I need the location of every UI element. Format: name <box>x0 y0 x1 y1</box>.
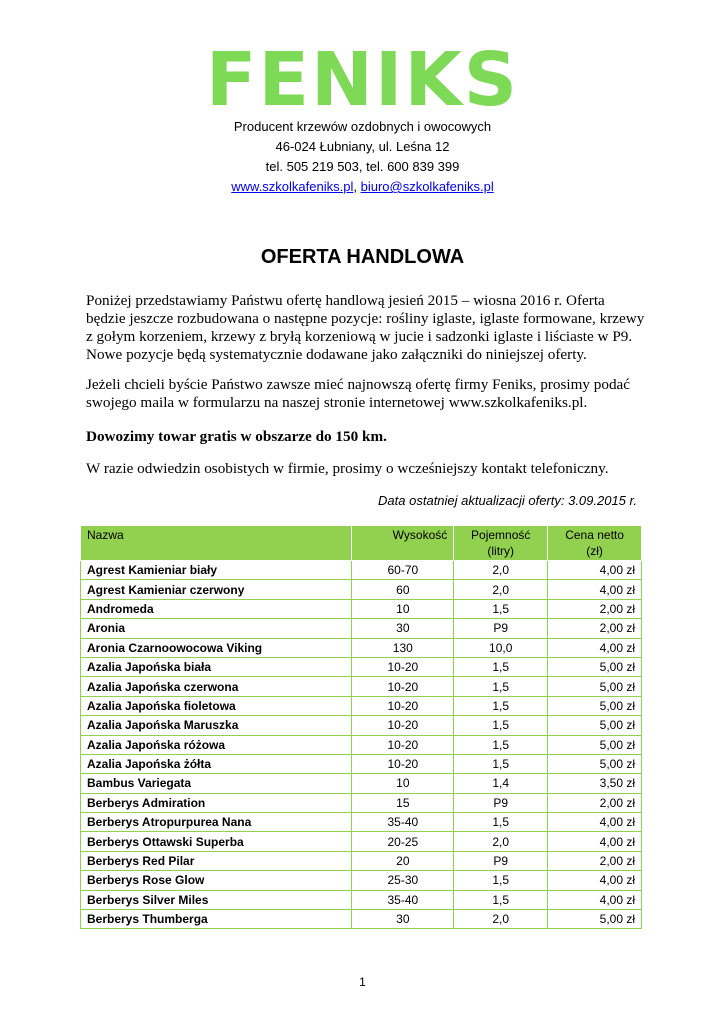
table-row <box>81 890 642 909</box>
cell-name: Azalia Japońska biała <box>81 657 352 676</box>
cell-volume: 2,0 <box>454 561 548 580</box>
table-row <box>81 599 642 618</box>
table-row <box>81 735 642 754</box>
column-header-price-line2: (zł) <box>586 544 603 558</box>
column-header-volume-line1: Pojemność <box>471 528 531 542</box>
cell-name: Bambus Variegata <box>81 774 352 793</box>
cell-price: 2,00 zł <box>548 619 642 638</box>
column-header-height: Wysokość <box>352 526 454 561</box>
cell-height: 60-70 <box>352 561 454 580</box>
cell-name: Berberys Rose Glow <box>81 871 352 890</box>
cell-name: Berberys Red Pilar <box>81 851 352 870</box>
cell-name: Andromeda <box>81 599 352 618</box>
table-row <box>81 910 642 929</box>
cell-name: Berberys Atropurpurea Nana <box>81 813 352 832</box>
table-row <box>81 561 642 580</box>
link-separator: , <box>353 179 361 194</box>
cell-height: 10 <box>352 774 454 793</box>
table-row <box>81 677 642 696</box>
cell-name: Azalia Japońska żółta <box>81 754 352 773</box>
cell-volume: 1,5 <box>454 657 548 676</box>
price-table-header <box>81 526 642 561</box>
cell-height: 30 <box>352 910 454 929</box>
column-header-name: Nazwa <box>81 526 352 561</box>
cell-volume: P9 <box>454 793 548 812</box>
cell-volume: 1,5 <box>454 871 548 890</box>
cell-price: 4,00 zł <box>548 580 642 599</box>
cell-price: 5,00 zł <box>548 696 642 715</box>
table-row <box>81 619 642 638</box>
cell-volume: 10,0 <box>454 638 548 657</box>
cell-volume: 1,5 <box>454 754 548 773</box>
cell-volume: 1,5 <box>454 813 548 832</box>
cell-volume: 1,5 <box>454 599 548 618</box>
company-logo: FENIKS <box>205 37 520 123</box>
company-tagline: Producent krzewów ozdobnych i owocowych <box>233 119 492 134</box>
cell-price: 5,00 zł <box>548 735 642 754</box>
cell-volume: P9 <box>454 851 548 870</box>
cell-price: 4,00 zł <box>548 832 642 851</box>
cell-volume: 1,5 <box>454 890 548 909</box>
cell-price: 4,00 zł <box>548 813 642 832</box>
cell-height: 10-20 <box>352 754 454 773</box>
cell-height: 25-30 <box>352 871 454 890</box>
cell-name: Agrest Kamieniar biały <box>81 561 352 580</box>
cell-price: 5,00 zł <box>548 716 642 735</box>
intro-paragraph: Poniżej przedstawiamy Państwu ofertę handlową jesień 2015 – wiosna 2016 r. Oferta będzie jeszcze rozbudowana o następne pozycje: rośliny iglaste, iglaste formowane, krzewy z gołym korzeniem, krzewy z bryłą korzeniową w jucie i sadzonki iglaste i liściaste w P9. Nowe pozycje będą systematycznie dodawane jako załączniki do niniejszej oferty. <box>86 292 645 363</box>
cell-price: 2,00 zł <box>548 793 642 812</box>
cell-height: 10 <box>352 599 454 618</box>
column-header-volume-line2: (litry) <box>487 544 515 558</box>
table-row <box>81 580 642 599</box>
cell-price: 3,50 zł <box>548 774 642 793</box>
cell-name: Berberys Admiration <box>81 793 352 812</box>
cell-height: 10-20 <box>352 696 454 715</box>
cell-name: Berberys Thumberga <box>81 910 352 929</box>
table-row <box>81 851 642 870</box>
column-header-volume <box>454 526 548 561</box>
column-header-price <box>548 526 642 561</box>
delivery-paragraph: Dowozimy towar gratis w obszarze do 150 km. <box>86 428 387 445</box>
cell-volume: 2,0 <box>454 910 548 929</box>
cell-name: Azalia Japońska Maruszka <box>81 716 352 735</box>
company-contact <box>0 117 725 197</box>
cell-height: 15 <box>352 793 454 812</box>
cell-name: Aronia Czarnoowocowa Viking <box>81 638 352 657</box>
table-row <box>81 871 642 890</box>
cell-price: 2,00 zł <box>548 851 642 870</box>
update-date-note: Data ostatniej aktualizacji oferty: 3.09.2015 r. <box>378 493 637 508</box>
cell-volume: 1,5 <box>454 696 548 715</box>
table-row <box>81 754 642 773</box>
cell-volume: 1,5 <box>454 716 548 735</box>
cell-height: 60 <box>352 580 454 599</box>
cell-name: Aronia <box>81 619 352 638</box>
cell-price: 5,00 zł <box>548 657 642 676</box>
cell-price: 2,00 zł <box>548 599 642 618</box>
company-address: 46-024 Łubniany, ul. Leśna 12 <box>275 139 450 154</box>
cell-price: 5,00 zł <box>548 910 642 929</box>
cell-height: 10-20 <box>352 677 454 696</box>
cell-height: 10-20 <box>352 735 454 754</box>
table-row <box>81 657 642 676</box>
table-row <box>81 716 642 735</box>
table-row <box>81 793 642 812</box>
price-table-body <box>81 561 642 929</box>
cell-volume: 2,0 <box>454 580 548 599</box>
cell-height: 10-20 <box>352 657 454 676</box>
cell-volume: 1,5 <box>454 677 548 696</box>
cell-volume: 1,4 <box>454 774 548 793</box>
cell-price: 4,00 zł <box>548 638 642 657</box>
table-row <box>81 696 642 715</box>
cell-name: Agrest Kamieniar czerwony <box>81 580 352 599</box>
website-link[interactable]: www.szkolkafeniks.pl <box>231 179 354 194</box>
cell-volume: 1,5 <box>454 735 548 754</box>
table-row <box>81 832 642 851</box>
cell-price: 5,00 zł <box>548 677 642 696</box>
cell-price: 5,00 zł <box>548 754 642 773</box>
cell-price: 4,00 zł <box>548 890 642 909</box>
cell-name: Azalia Japońska czerwona <box>81 677 352 696</box>
cell-name: Berberys Ottawski Superba <box>81 832 352 851</box>
cell-name: Azalia Japońska fioletowa <box>81 696 352 715</box>
cell-volume: P9 <box>454 619 548 638</box>
email-link[interactable]: biuro@szkolkafeniks.pl <box>360 179 494 194</box>
cell-height: 35-40 <box>352 813 454 832</box>
cell-height: 10-20 <box>352 716 454 735</box>
cell-height: 20 <box>352 851 454 870</box>
cell-height: 130 <box>352 638 454 657</box>
table-row <box>81 813 642 832</box>
newsletter-paragraph: Jeżeli chcieli byście Państwo zawsze mieć najnowszą ofertę firmy Feniks, prosimy podać swojego maila w formularzu na naszej stronie internetowej www.szkolkafeniks.pl. <box>86 376 631 411</box>
cell-height: 30 <box>352 619 454 638</box>
visit-paragraph: W razie odwiedzin osobistych w firmie, prosimy o wcześniejszy kontakt telefoniczny. <box>86 460 609 477</box>
company-phones: tel. 505 219 503, tel. 600 839 399 <box>265 159 460 174</box>
table-row <box>81 774 642 793</box>
cell-price: 4,00 zł <box>548 871 642 890</box>
company-links <box>0 177 725 197</box>
column-header-price-line1: Cena netto <box>565 528 624 542</box>
cell-price: 4,00 zł <box>548 561 642 580</box>
cell-name: Berberys Silver Miles <box>81 890 352 909</box>
page-number: 1 <box>359 975 366 989</box>
cell-volume: 2,0 <box>454 832 548 851</box>
document-title: OFERTA HANDLOWA <box>260 246 465 268</box>
cell-height: 20-25 <box>352 832 454 851</box>
table-row <box>81 638 642 657</box>
cell-height: 35-40 <box>352 890 454 909</box>
cell-name: Azalia Japońska różowa <box>81 735 352 754</box>
price-table <box>80 525 642 929</box>
